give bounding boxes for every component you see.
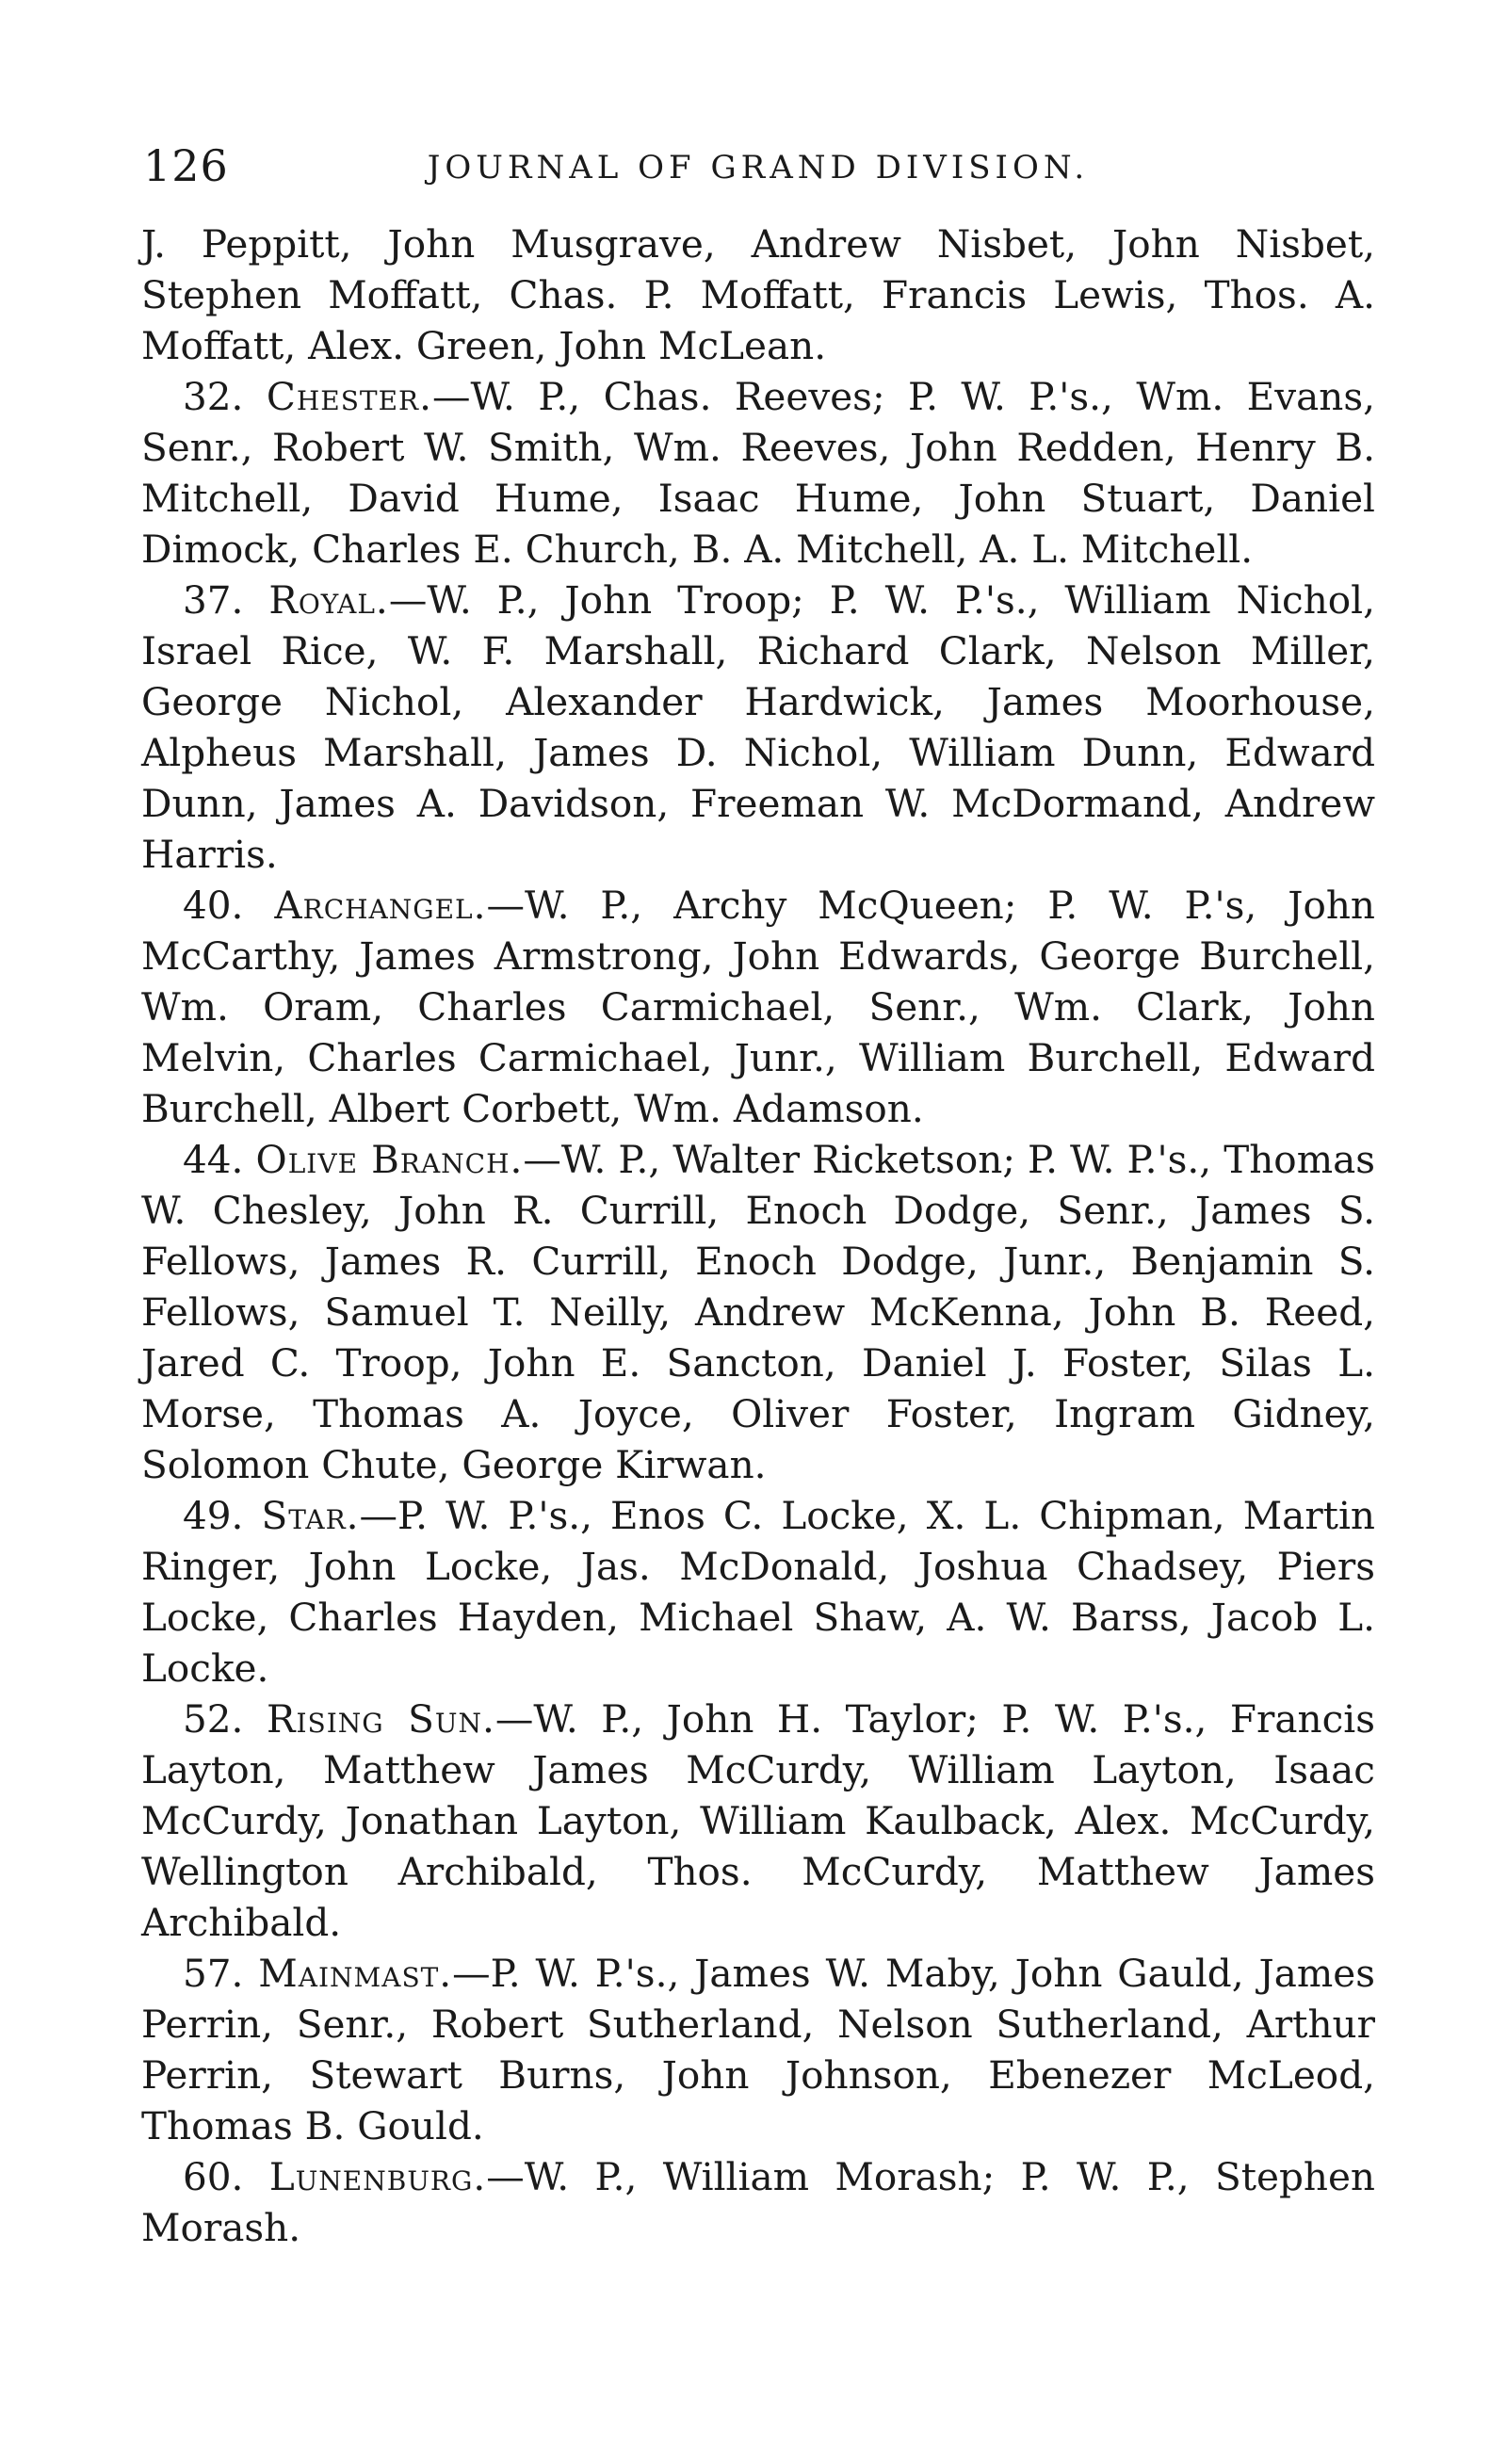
division-entry bbox=[141, 371, 1375, 575]
division-name: Lunenburg. bbox=[268, 2154, 487, 2199]
entry-number: 44. bbox=[183, 1137, 244, 1182]
entry-text: —W. P., William Morash; P. W. P., Stephen Morash. bbox=[141, 2154, 1376, 2250]
entry-text: —W. P., John Troop; P. W. P.'s., William Nichol, Israel Rice, W. F. Marshall, Richard Clark, Nelson Miller, George Nichol, Alexander Hardwick, James Moorhouse, Alpheus Marshall, James D. Nichol, William Dunn, Edward Dunn, James A. Davidson, Freeman W. McDormand, Andrew Harris. bbox=[141, 577, 1376, 877]
division-entry bbox=[141, 575, 1375, 880]
entry-number: 49. bbox=[183, 1493, 244, 1538]
division-name: Star. bbox=[261, 1493, 360, 1538]
entry-text: —P. W. P.'s., James W. Maby, John Gauld, James Perrin, Senr., Robert Sutherland, Nelson Sutherland, Arthur Perrin, Stewart Burns, John Johnson, Ebenezer McLeod, Thomas B. Gould. bbox=[141, 1951, 1376, 2148]
division-name: Rising Sun. bbox=[266, 1696, 495, 1742]
running-head: JOURNAL OF GRAND DIVISION. bbox=[427, 149, 1090, 186]
entry-text: —P. W. P.'s., Enos C. Locke, X. L. Chipman, Martin Ringer, John Locke, Jas. McDonald, Joshua Chadsey, Piers Locke, Charles Hayden, Michael Shaw, A. W. Barss, Jacob L. Locke. bbox=[141, 1493, 1375, 1691]
division-name: Chester. bbox=[266, 374, 432, 419]
entry-number: 57. bbox=[183, 1951, 244, 1996]
entry-text: —W. P., Chas. Reeves; P. W. P.'s., Wm. Evans, Senr., Robert W. Smith, Wm. Reeves, John Redden, Henry B. Mitchell, David Hume, Isaac Hume, John Stuart, Daniel Dimock, Charles E. Church, B. A. Mitchell, A. L. Mitchell. bbox=[141, 374, 1375, 572]
division-entry bbox=[141, 1490, 1375, 1694]
division-name: Archangel. bbox=[274, 883, 487, 928]
entry-number: 37. bbox=[183, 577, 244, 623]
division-name: Mainmast. bbox=[258, 1951, 453, 1996]
entry-number: 40. bbox=[183, 883, 244, 928]
entry-number: 32. bbox=[183, 374, 244, 419]
entry-text: J. Peppitt, John Musgrave, Andrew Nisbet, John Nisbet, Stephen Moffatt, Chas. P. Moffatt, Francis Lewis, Thos. A. Moffatt, Alex. Green, John McLean. bbox=[141, 221, 1375, 368]
division-entry bbox=[141, 2151, 1375, 2253]
division-name: Royal. bbox=[268, 577, 389, 623]
division-entry bbox=[141, 880, 1375, 1134]
division-entry bbox=[141, 219, 1375, 371]
entry-text: —W. P., John H. Taylor; P. W. P.'s., Francis Layton, Matthew James McCurdy, William Layton, Isaac McCurdy, Jonathan Layton, William Kaulback, Alex. McCurdy, Wellington Archibald, Thos. McCurdy, Matthew James Archibald. bbox=[141, 1696, 1375, 1945]
page-header bbox=[141, 139, 1375, 200]
division-entry bbox=[141, 1948, 1375, 2151]
page-number: 126 bbox=[143, 140, 229, 191]
entry-text: —W. P., Walter Ricketson; P. W. P.'s., Thomas W. Chesley, John R. Currill, Enoch Dodge, Senr., James S. Fellows, James R. Currill, Enoch Dodge, Junr., Benjamin S. Fellows, Samuel T. Neilly, Andrew McKenna, John B. Reed, Jared C. Troop, John E. Sancton, Daniel J. Foster, Silas L. Morse, Thomas A. Joyce, Oliver Foster, Ingram Gidney, Solomon Chute, George Kirwan. bbox=[141, 1137, 1376, 1487]
entry-number: 60. bbox=[183, 2154, 244, 2199]
entry-text: —W. P., Archy McQueen; P. W. P.'s, John McCarthy, James Armstrong, John Edwards, George Burchell, Wm. Oram, Charles Carmichael, Senr., Wm. Clark, John Melvin, Charles Carmichael, Junr., William Burchell, Edward Burchell, Albert Corbett, Wm. Adamson. bbox=[141, 883, 1375, 1131]
division-entry bbox=[141, 1694, 1375, 1948]
entries-list bbox=[141, 219, 1375, 2253]
division-name: Olive Branch. bbox=[255, 1137, 524, 1182]
division-entry bbox=[141, 1134, 1375, 1490]
entry-number: 52. bbox=[183, 1696, 244, 1742]
book-page bbox=[141, 139, 1375, 2253]
